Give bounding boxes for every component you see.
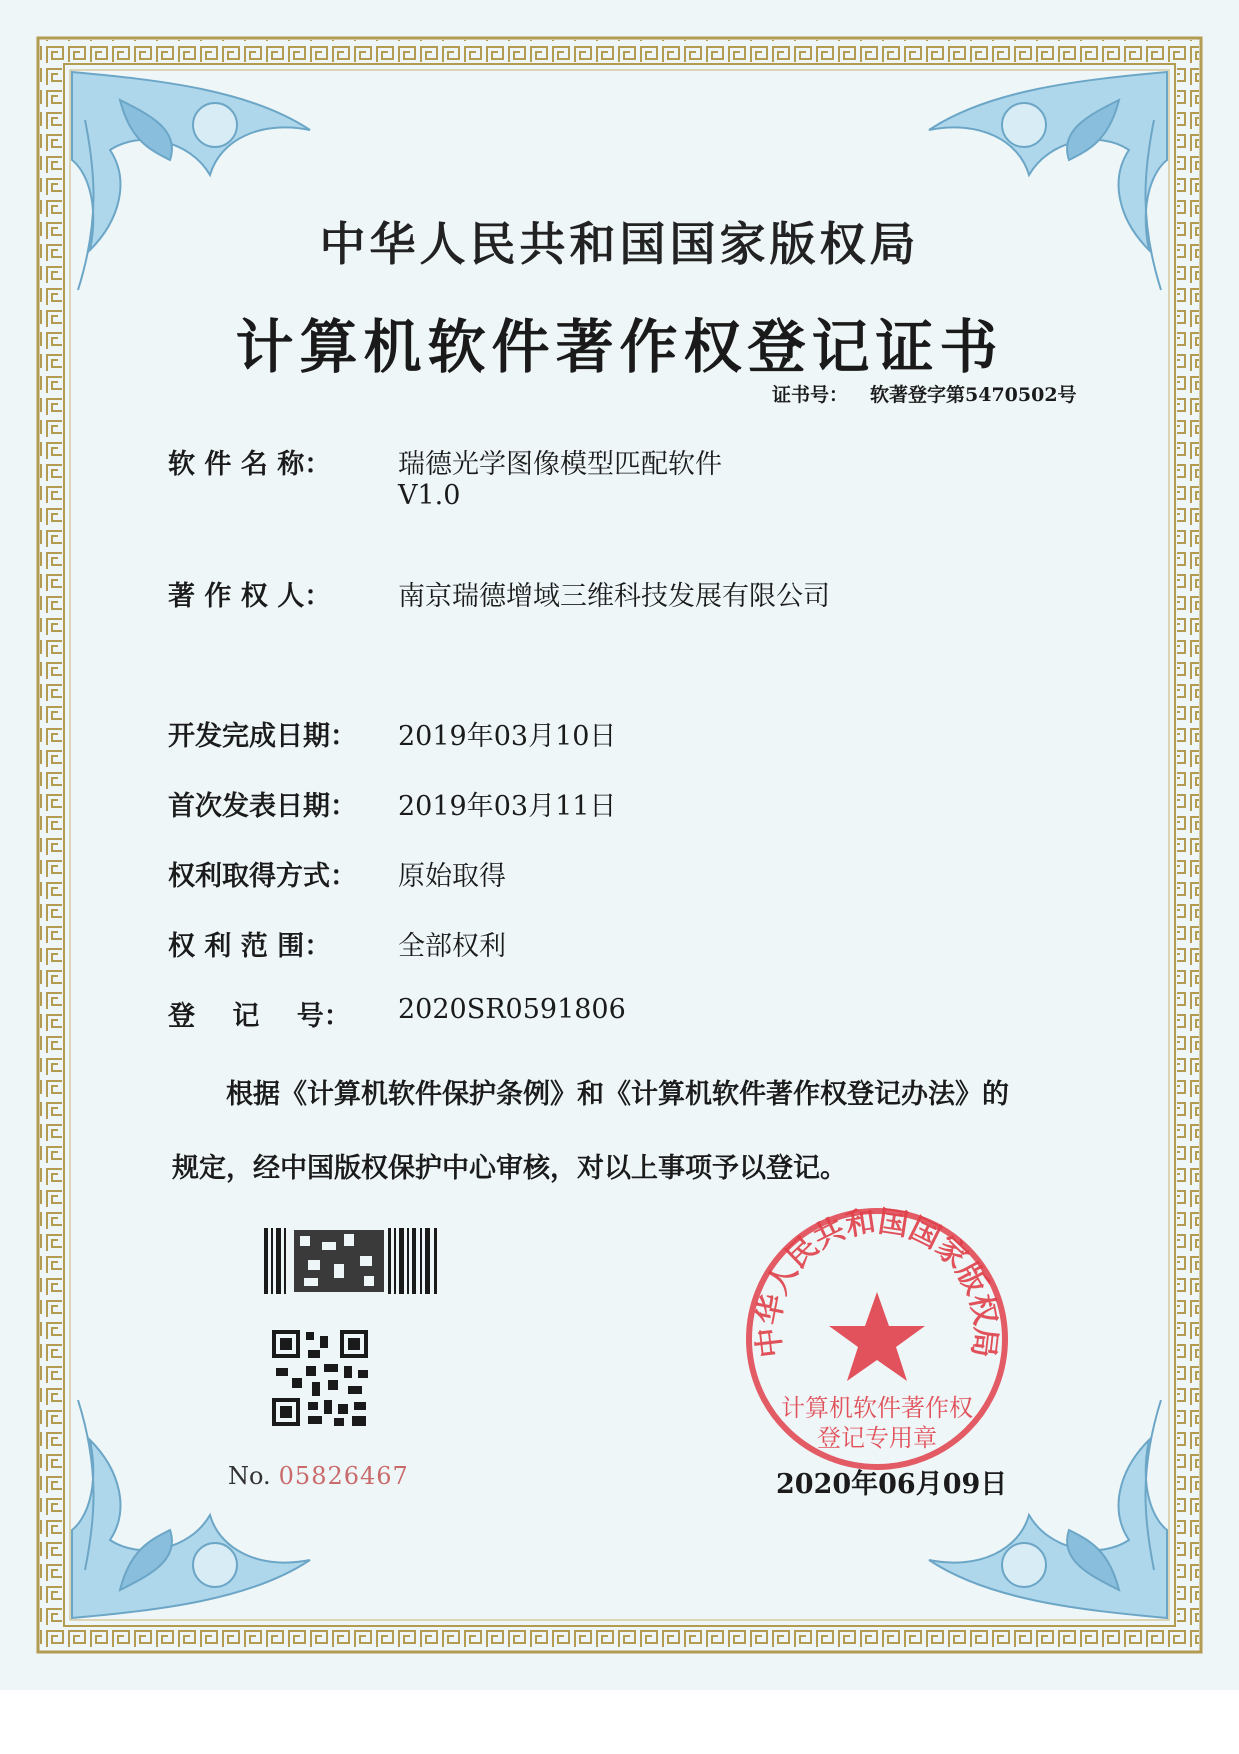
seal-inner-line-2: 登记专用章 <box>817 1424 937 1452</box>
seal-outer-text: 中华人民共和国国家版权局 <box>751 1204 1003 1360</box>
star-icon <box>829 1292 925 1381</box>
official-seal <box>742 1204 1012 1474</box>
field-label-publish-date: 首次发表日期： <box>168 791 357 822</box>
serial-number <box>228 1462 409 1490</box>
field-label-dev-date: 开发完成日期： <box>168 721 357 752</box>
field-value-software-version: V1.0 <box>398 480 461 511</box>
field-value-copyright-owner: 南京瑞德增域三维科技发展有限公司 <box>398 581 830 612</box>
serial-number-value: 05826467 <box>278 1462 409 1490</box>
field-label-acquisition: 权利取得方式： <box>168 861 357 892</box>
field-label-scope: 权 利 范 围： <box>168 931 332 962</box>
certificate-number-label: 证书号： <box>772 384 849 406</box>
statement-line-1: 根据《计算机软件保护条例》和《计算机软件著作权登记办法》的 <box>226 1079 1009 1110</box>
field-label-software-name: 软 件 名 称： <box>168 449 332 480</box>
field-label-copyright-owner: 著 作 权 人： <box>168 581 332 612</box>
issue-date: 2020年06月09日 <box>776 1469 1008 1500</box>
field-value-software-name: 瑞德光学图像模型匹配软件 <box>398 449 722 480</box>
certificate-number <box>772 380 1077 407</box>
issuer-title: 中华人民共和国国家版权局 <box>319 217 920 271</box>
qr-code <box>272 1330 368 1426</box>
barcode <box>264 1228 444 1294</box>
field-label-registration-no: 登 记 号： <box>168 1001 351 1032</box>
statement-line-2: 规定，经中国版权保护中心审核，对以上事项予以登记。 <box>172 1153 847 1184</box>
field-value-dev-date: 2019年03月10日 <box>398 721 617 752</box>
certificate-title: 计算机软件著作权登记证书 <box>235 313 1004 381</box>
field-value-scope: 全部权利 <box>398 931 506 962</box>
field-value-registration-no: 2020SR0591806 <box>398 994 626 1025</box>
certificate-number-value: 软著登字第5470502号 <box>870 384 1077 406</box>
serial-number-label: No. <box>228 1462 271 1490</box>
page-margin <box>0 1690 1239 1754</box>
field-value-acquisition: 原始取得 <box>398 861 506 892</box>
field-value-publish-date: 2019年03月11日 <box>398 791 617 822</box>
seal-inner-line-1: 计算机软件著作权 <box>781 1394 973 1422</box>
